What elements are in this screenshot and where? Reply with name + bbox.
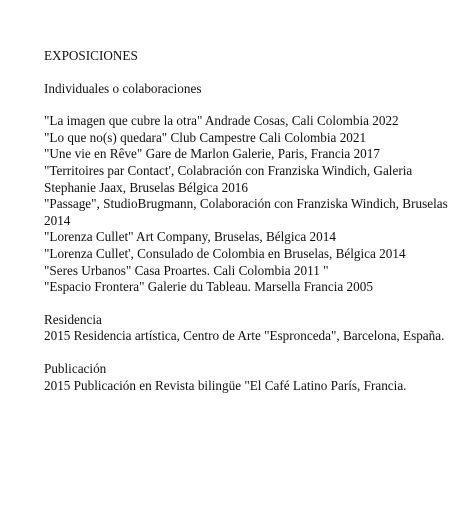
list-item: "Lorenza Cullet" Art Company, Bruselas, Bélgica 2014 (44, 229, 336, 245)
list-item: "Une vie en Rêve" Gare de Marlon Galerie, Paris, Francia 2017 (44, 146, 380, 162)
list-item: "Passage", StudioBrugmann, Colaboración con Franziska Windich, Bruselas 2014 (44, 196, 448, 228)
list-item: "La imagen que cubre la otra" Andrade Cosas, Cali Colombia 2022 (44, 113, 399, 129)
list-item: "Lorenza Cullet', Consulado de Colombia en Bruselas, Bélgica 2014 (44, 245, 406, 261)
list-item: "Espacio Frontera" Galerie du Tableau. Marsella Francia 2005 (44, 279, 373, 295)
publicacion-title: Publicación (44, 360, 107, 376)
residencia-section (44, 312, 460, 345)
list-item: "Seres Urbanos" Casa Proartes. Cali Colombia 2011 " (44, 262, 329, 278)
list-item: "Lo que no(s) quedara" Club Campestre Cali Colombia 2021 (44, 129, 367, 145)
publicacion-text: 2015 Publicación en Revista bilingüe "El Café Latino París, Francia. (44, 377, 407, 393)
list-item: "Territoires par Contact', Colabración con Franziska Windich, Galeria Stephanie Jaax, Bruselas Bélgica 2016 (44, 162, 413, 195)
exhibitions-document (44, 48, 460, 394)
page-title: EXPOSICIONES (44, 48, 138, 63)
exhibition-list (44, 113, 460, 296)
residencia-title: Residencia (44, 311, 102, 327)
individual-heading: Individuales o colaboraciones (44, 80, 202, 96)
residencia-text: 2015 Residencia artística, Centro de Arte "Espronceda", Barcelona, España. (44, 328, 445, 344)
publicacion-section (44, 361, 460, 394)
